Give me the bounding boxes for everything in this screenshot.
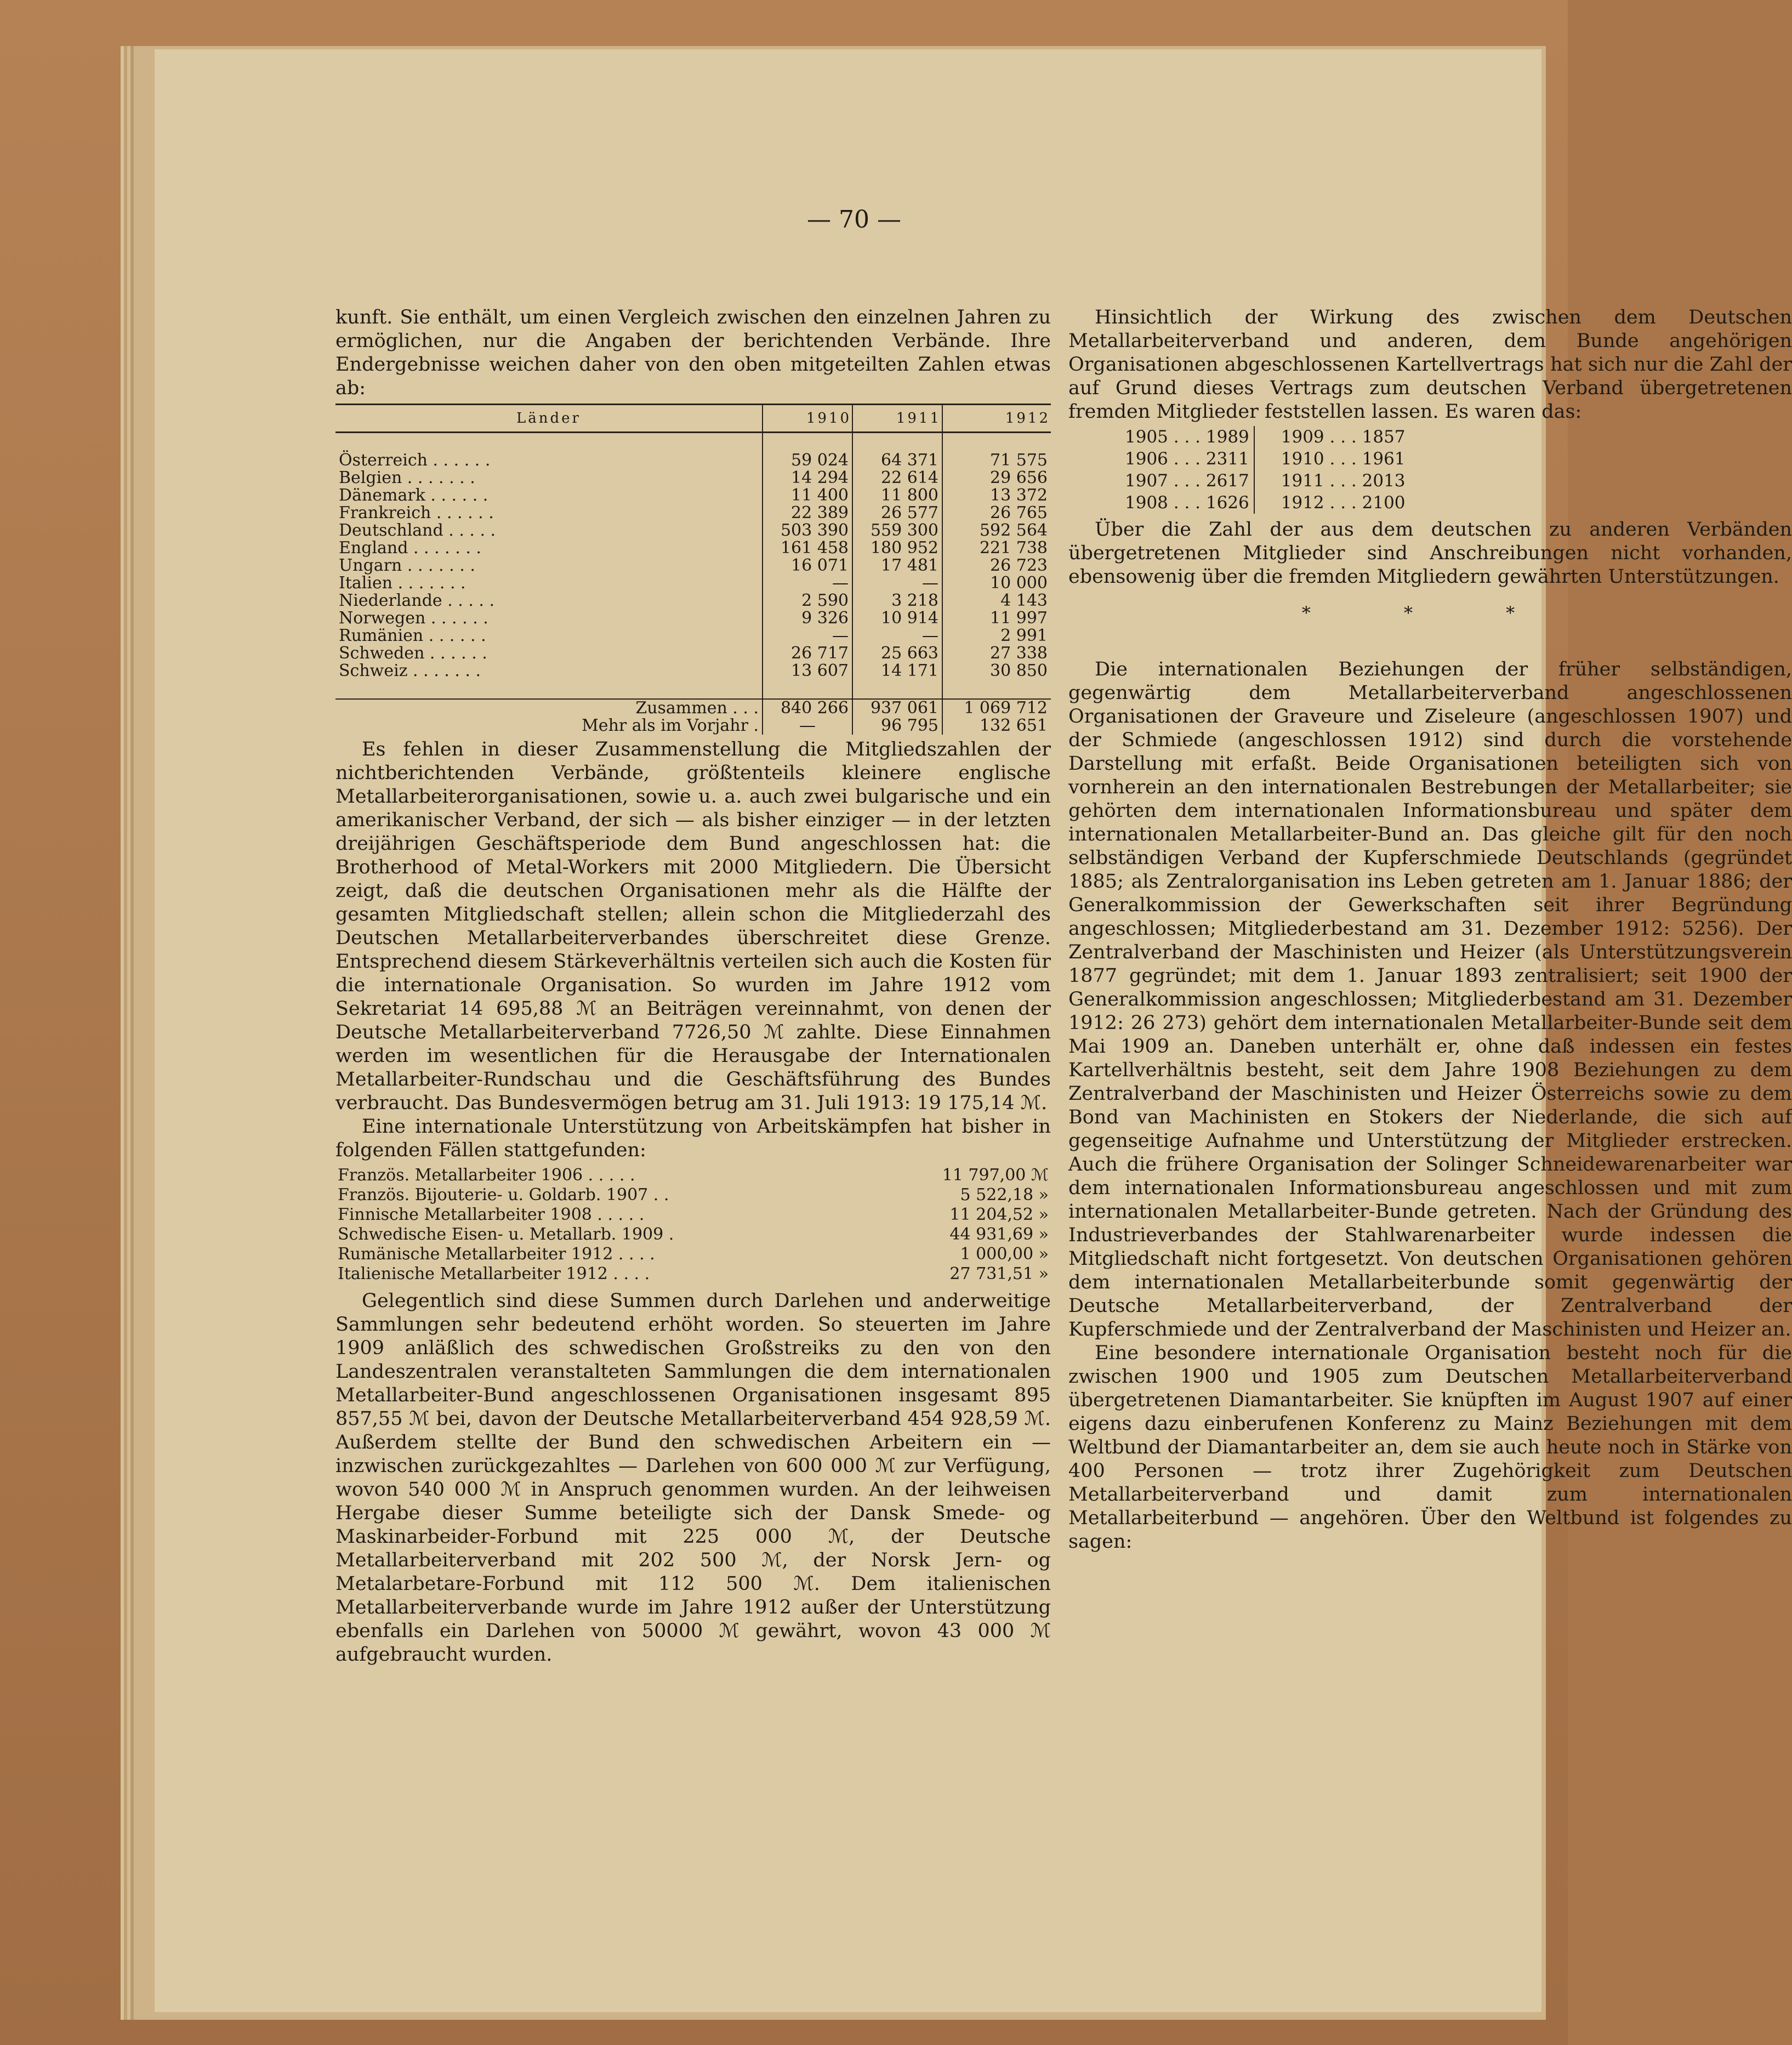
table-row [335,557,1051,575]
table-row [335,627,1051,645]
table-header-row [335,405,1051,433]
table-row [335,469,1051,487]
right-paragraph-4: Eine besondere internationale Organisation besteht noch für die zwischen 1900 und 1905 zum Deutschen Metallarbeiterverband übergetretenen Diamantarbeiter. Sie knüpften im August 1907 auf einer eigens dazu einberufenen Konferenz zu Mainz Beziehungen mit dem Weltbund der Diamantarbeiter an, dem sie auch heute noch in Stärke von 400 Personen — trotz ihrer Zugehörigkeit zum Deutschen Metallarbeiterverband und damit zum internationalen Metallarbeiterbund — angehören. Über den Weltbund ist folgendes zu sagen: [1068,1342,1792,1553]
value-1912: 592 564 [942,522,1051,539]
left-paragraph-4: Gelegentlich sind diese Summen durch Darlehen und anderweitige Sammlungen sehr bedeutend erhöht worden. So steuerten im Jahre 1909 anläßlich des schwedischen Großstreiks zu den von den Landeszentralen veranstalteten Sammlungen die dem internationalen Metallarbeiter-Bund angeschlossenen Organisationen insgesamt 895 857,55 ℳ bei, davon der Deutsche Metallarbeiterverband 454 928,59 ℳ. Außerdem stellte der Bund den schwedischen Arbeitern ein — inzwischen zurückgezahltes — Darlehen von 600 000 ℳ zur Verfügung, wovon 540 000 ℳ in Anspruch genommen wurden. An der leihweisen Hergabe dieser Summe beteiligte sich der Dansk Smede- og Maskinarbeider-Forbund mit 225 000 ℳ, der Deutsche Metallarbeiterverband mit 202 500 ℳ, der Norsk Jern- og Metalarbetare-Forbund mit 112 500 ℳ. Dem italienischen Metallarbeiterverbande wurde im Jahre 1912 außer der Unterstützung ebenfalls ein Darlehen von 50000 ℳ gewährt, wovon 43 000 ℳ aufgebraucht wurden. [335,1290,1051,1666]
membership-table [335,404,1051,735]
contribution-label: Finnische Metallarbeiter 1908 . . . . . [338,1205,645,1224]
col-header-1910: 1910 [763,405,852,433]
value-1910: 14 294 [763,469,852,487]
table-spacer [335,680,1051,699]
value-1911: 11 800 [852,487,942,504]
year-entry: 1912 . . . 2100 [1281,493,1406,513]
table-row [335,575,1051,592]
value-1910: 59 024 [763,452,852,469]
value-1910: 161 458 [763,539,852,557]
country-name: Rumänien . . . . . . [339,626,486,645]
support-contributions-list [335,1166,1051,1284]
country-name: Schweiz . . . . . . . [339,661,481,680]
table-row [1120,426,1410,448]
page-number: — 70 — [807,206,901,234]
list-item [335,1245,1051,1264]
increase-1910: — [763,717,852,735]
left-column [335,306,1051,1667]
col-header-1911: 1911 [852,405,942,433]
table-row [335,662,1051,680]
value-1910: — [763,575,852,592]
left-intro-paragraph: kunft. Sie enthält, um einen Vergleich zwischen den einzelnen Jahren zu ermöglichen, nur die Angaben der berichtenden Verbände. Ihre Endergebnisse weichen daher von den oben mitgeteilten Zahlen etwas ab: [335,306,1051,399]
increase-1912: 132 651 [942,717,1051,735]
value-1910: 16 071 [763,557,852,575]
contribution-amount: 5 522,18 » [960,1185,1049,1205]
table-row [1120,492,1410,514]
table-row [335,610,1051,627]
value-1911: 22 614 [852,469,942,487]
value-1911: 3 218 [852,592,942,610]
contribution-label: Französ. Bijouterie- u. Goldarb. 1907 . . [338,1185,669,1205]
value-1911: 25 663 [852,645,942,662]
country-name: Deutschland . . . . . [339,521,496,540]
table-row [335,592,1051,610]
contribution-label: Schwedische Eisen- u. Metallarb. 1909 . [338,1225,674,1244]
table-row [335,487,1051,504]
value-1912: 2 991 [942,627,1051,645]
table-total-row [335,699,1051,717]
table-row [1120,448,1410,470]
value-1912: 71 575 [942,452,1051,469]
value-1910: 11 400 [763,487,852,504]
year-entry: 1905 . . . 1989 [1125,427,1249,447]
value-1911: — [852,575,942,592]
value-1911: 10 914 [852,610,942,627]
list-item [335,1205,1051,1225]
country-name: Dänemark . . . . . . [339,486,488,505]
country-name: Schweden . . . . . . [339,644,487,663]
year-entry: 1910 . . . 1961 [1281,449,1406,469]
contribution-label: Französ. Metallarbeiter 1906 . . . . . [338,1166,635,1185]
country-name: Belgien . . . . . . . [339,468,475,487]
value-1912: 30 850 [942,662,1051,680]
value-1912: 10 000 [942,575,1051,592]
value-1912: 29 656 [942,469,1051,487]
value-1910: 9 326 [763,610,852,627]
table-row [1120,470,1410,492]
value-1911: 14 171 [852,662,942,680]
value-1912: 26 765 [942,504,1051,522]
value-1911: 17 481 [852,557,942,575]
value-1910: — [763,627,852,645]
contribution-label: Italienische Metallarbeiter 1912 . . . . [338,1264,650,1283]
total-1910: 840 266 [763,699,852,717]
col-header-countries: Länder [335,405,763,433]
table-row [335,452,1051,469]
total-1912: 1 069 712 [942,699,1051,717]
country-name: Österreich . . . . . . [339,451,491,470]
value-1910: 503 390 [763,522,852,539]
value-1912: 4 143 [942,592,1051,610]
increase-label: Mehr als im Vorjahr . [582,716,759,735]
contribution-amount: 44 931,69 » [949,1225,1049,1244]
country-name: Niederlande . . . . . [339,591,495,610]
table-row [335,539,1051,557]
contribution-amount: 11 204,52 » [949,1205,1049,1224]
value-1912: 27 338 [942,645,1051,662]
right-column [1068,306,1792,1554]
section-divider-stars: * * * [1301,603,1559,623]
col-header-1912: 1912 [942,405,1051,433]
total-label: Zusammen . . . [335,699,763,717]
year-entry: 1907 . . . 2617 [1125,471,1249,491]
contribution-amount: 1 000,00 » [960,1245,1049,1264]
contribution-label: Rumänische Metallarbeiter 1912 . . . . [338,1245,655,1264]
table-row [335,522,1051,539]
table-row [335,645,1051,662]
country-name: England . . . . . . . [339,538,481,558]
transfer-years-table [1120,426,1410,514]
list-item [335,1185,1051,1205]
year-entry: 1909 . . . 1857 [1281,427,1406,447]
value-1911: 64 371 [852,452,942,469]
value-1912: 26 723 [942,557,1051,575]
value-1910: 2 590 [763,592,852,610]
value-1910: 13 607 [763,662,852,680]
value-1911: — [852,627,942,645]
value-1911: 26 577 [852,504,942,522]
year-entry: 1908 . . . 1626 [1125,493,1249,513]
value-1912: 11 997 [942,610,1051,627]
value-1910: 26 717 [763,645,852,662]
country-name: Frankreich . . . . . . [339,503,494,522]
country-name: Ungarn . . . . . . . [339,556,475,575]
table-increase-row [335,717,1051,735]
list-item [335,1166,1051,1185]
right-paragraph-2: Über die Zahl der aus dem deutschen zu anderen Verbänden übergetretenen Mitglieder sind Anschreibungen nicht vorhanden, ebensowenig über die fremden Mitgliedern gewährten Unterstützungen. [1068,519,1792,588]
table-row [335,504,1051,522]
year-entry: 1906 . . . 2311 [1125,449,1249,469]
total-1911: 937 061 [852,699,942,717]
right-paragraph-3: Die internationalen Beziehungen der früher selbständigen, gegenwärtig dem Metallarbeiterverband angeschlossenen Organisationen der Graveure und Ziseleure (angeschlossen 1907) und der Schmiede (angeschlossen 1912) sind durch die vorstehende Darstellung mit erfaßt. Beide Organisationen beteiligten sich von vornherein an den internationalen Bestrebungen der Metallarbeiter; sie gehörten dem internationalen Informationsbureau und später dem internationalen Metallarbeiter-Bund an. Das gleiche gilt für den noch selbständigen Verband der Kupferschmiede Deutschlands (gegründet 1885; als Zentralorganisation ins Leben getreten am 1. Januar 1886; der Generalkommission der Gewerkschaften seit ihrer Begründung angeschlossen; Mitgliederbestand am 31. Dezember 1912: 5256). Der Zentralverband der Maschinisten und Heizer (als Unterstützungsverein 1877 gegründet; mit dem 1. Januar 1893 zentralisiert; seit 1900 der Generalkommission angeschlossen; Mitgliederbestand am 31. Dezember 1912: 26 273) gehört dem internationalen Metallarbeiter-Bunde seit dem Mai 1909 an. Daneben unterhält er, ohne daß indessen ein festes Kartellverhältnis besteht, seit dem Jahre 1908 Beziehungen zu dem Zentralverband der Maschinisten und Heizer Österreichs sowie zu dem Bond van Machinisten en Stokers der Niederlande, die sich auf gegenseitige Aufnahme und Unterstützung der Mitglieder erstrecken. Auch die frühere Organisation der Solinger Schneidewarenarbeiter war dem internationalen Informationsbureau angeschlossen und mit zum internationalen Metallarbeiter-Bunde getreten. Nach der Gründung des Industrieverbandes der Stahlwarenarbeiter wurde indessen die Mitgliedschaft nicht fortgesetzt. Von deutschen Organisationen gehören dem internationalen Metallarbeiterbunde somit gegenwärtig der Deutsche Metallarbeiterverband, der Zentralverband der Kupferschmiede und der Zentralverband der Maschinisten und Heizer an. [1068,658,1792,1340]
value-1911: 180 952 [852,539,942,557]
contribution-amount: 11 797,00 ℳ [942,1166,1049,1185]
left-paragraph-2: Es fehlen in dieser Zusammenstellung die Mitgliedszahlen der nichtberichtenden Verbände, größtenteils kleinere englische Metallarbeiterorganisationen, sowie u. a. auch zwei bulgarische und ein amerikanischer Verband, der sich — als bisher einziger — in der letzten dreijährigen Geschäftsperiode dem Bund angeschlossen hat: die Brotherhood of Metal-Workers mit 2000 Mitgliedern. Die Übersicht zeigt, daß die deutschen Organisationen mehr als die Hälfte der gesamten Mitgliedschaft stellen; allein schon die Mitgliederzahl des Deutschen Metallarbeiterverbandes überschreitet diese Grenze. Entsprechend diesem Stärkeverhältnis verteilen sich auch die Kosten für die internationale Organisation. So wurden im Jahre 1912 vom Sekretariat 14 695,88 ℳ an Beiträgen vereinnahmt, von denen der Deutsche Metallarbeiterverband 7726,50 ℳ zahlte. Diese Einnahmen werden im wesentlichen für die Herausgabe der Internationalen Metallarbeiter-Rundschau und die Geschäftsführung des Bundes verbraucht. Das Bundesvermögen betrug am 31. Juli 1913: 19 175,14 ℳ. [335,739,1051,1114]
list-item [335,1225,1051,1245]
increase-1911: 96 795 [852,717,942,735]
list-item [335,1264,1051,1284]
value-1910: 22 389 [763,504,852,522]
value-1912: 221 738 [942,539,1051,557]
country-name: Norwegen . . . . . . [339,609,488,628]
left-paragraph-3: Eine internationale Unterstützung von Arbeitskämpfen hat bisher in folgenden Fällen stattgefunden: [335,1116,1051,1161]
contribution-amount: 27 731,51 » [949,1264,1049,1283]
value-1912: 13 372 [942,487,1051,504]
country-name: Italien . . . . . . . [339,573,466,593]
right-paragraph-1: Hinsichtlich der Wirkung des zwischen dem Deutschen Metallarbeiterverband und anderen, dem Bunde angehörigen Organisationen abgeschlossenen Kartellvertrags hat sich nur die Zahl der auf Grund dieses Vertrags zum deutschen Verband übergetretenen fremden Mitglieder feststellen lassen. Es waren das: [1068,306,1792,423]
table-spacer [335,433,1051,452]
value-1911: 559 300 [852,522,942,539]
book-page [155,49,1792,2012]
year-entry: 1911 . . . 2013 [1281,471,1406,491]
